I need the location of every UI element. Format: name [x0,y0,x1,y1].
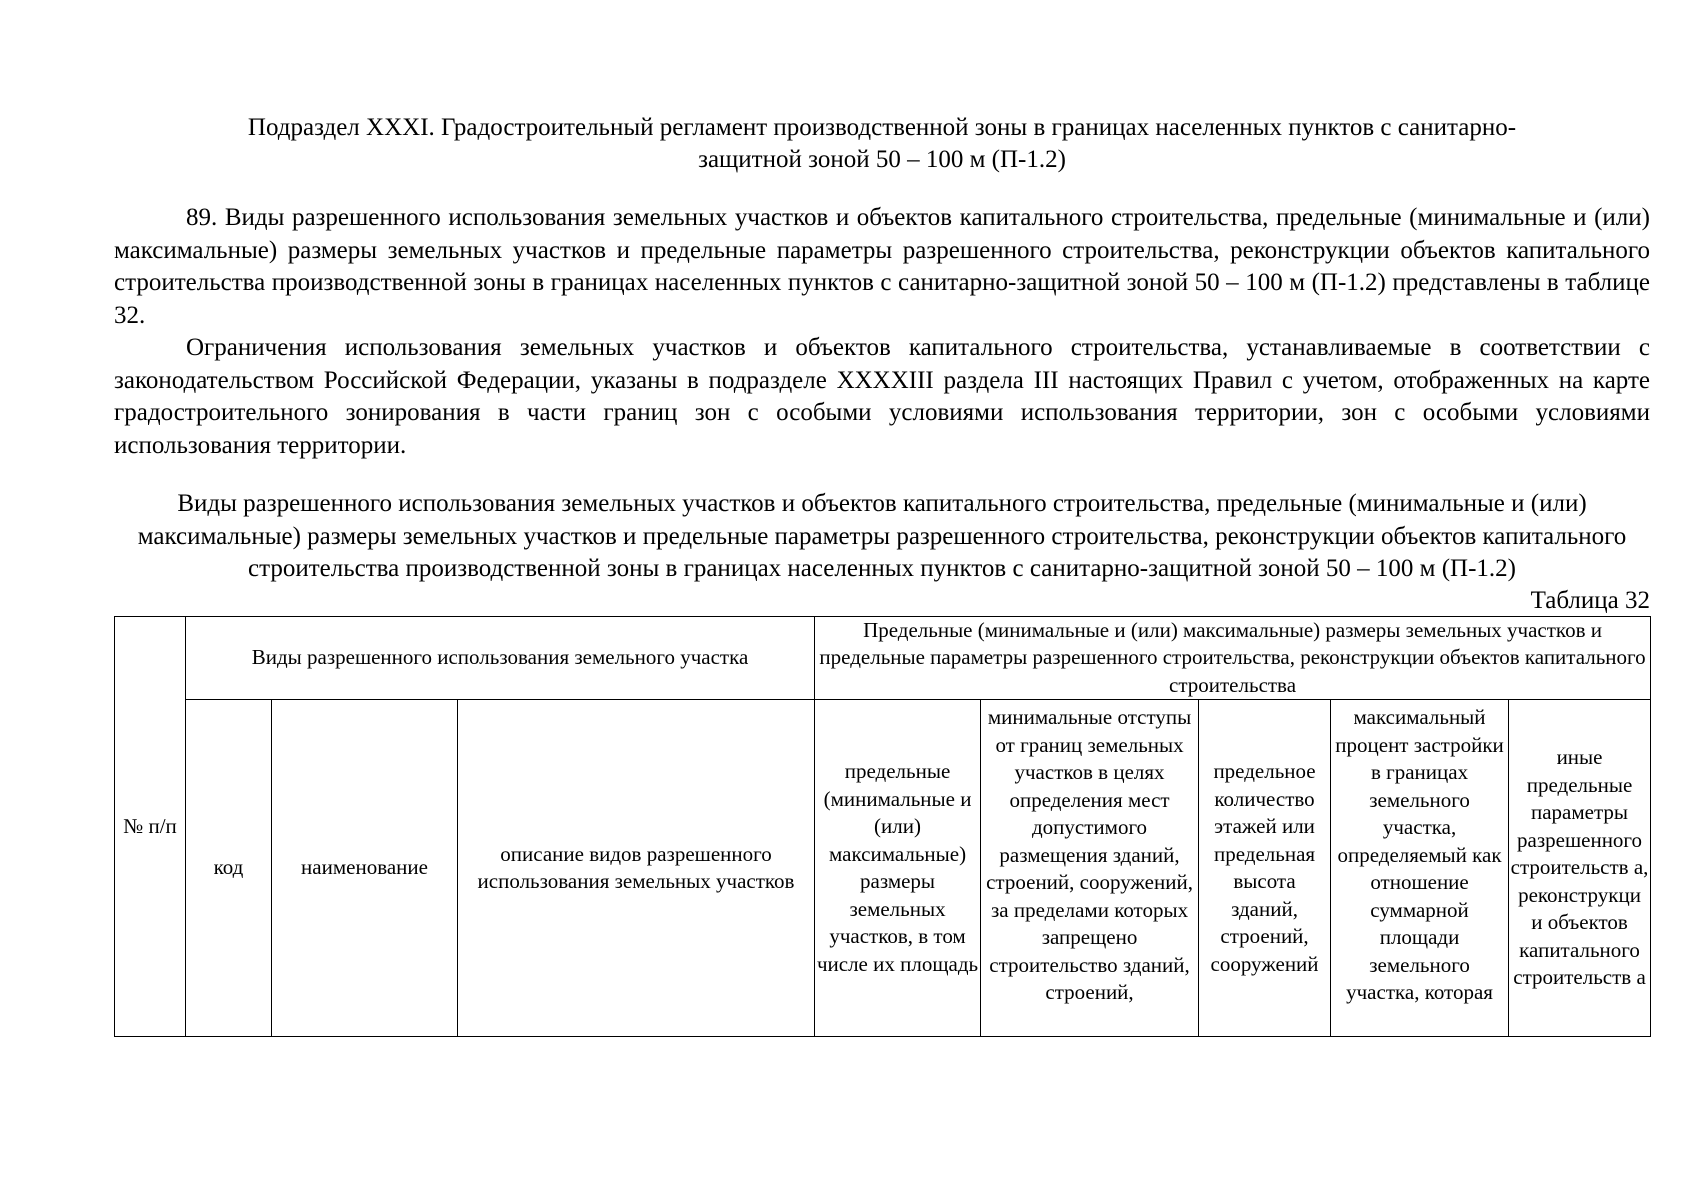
subsection-title-line1: Подраздел XXXI. Градостроительный регламент производственной зоны в границах населенных пунктов с санитарно- [247,114,1517,141]
table-label: Таблица 32 [1530,586,1650,614]
subsection-title [114,112,1650,176]
table-header-row-1 [115,616,1651,700]
header-other: иные предельные параметры разрешенного строительств а, реконструкци и объектов капитального строительств а [1509,700,1651,1037]
paragraph-89: 89. Виды разрешенного использования земельных участков и объектов капитального строительства, предельные (минимальные и (или) максимальные) размеры земельных участков и предельные параметры разрешенного строительства, реконструкции объектов капитального строительства производственной зоны в границах населенных пунктов с санитарно-защитной зоной 50 – 100 м (П-1.2) представлены в таблице 32. [114,204,1650,329]
table-header-row-2 [115,700,1651,1037]
table-caption: Виды разрешенного использования земельных участков и объектов капитального строительства, предельные (минимальные и (или) максимальные) размеры земельных участков и предельные параметры разрешенного строительства, реконструкции объектов капитального строительства производственной зоны в границах населенных пунктов с санитарно-защитной зоной 50 – 100 м (П-1.2) [137,490,1627,582]
header-coverage: максимальный процент застройки в границах земельного участка, определяемый как отношение суммарной площади земельного участка, которая [1331,700,1509,1037]
paragraph-restrictions: Ограничения использования земельных участков и объектов капитального строительства, устанавливаемые в соответствии с законодательством Российской Федерации, указаны в подразделе XXXXIII раздела III настоящих Правил с учетом, отображенных на карте градостроительного зонирования в части границ зон с особыми условиями использования территории, зон с особыми условиями использования территории. [114,334,1650,459]
subsection-title-line2: защитной зоной 50 – 100 м (П-1.2) [698,146,1066,173]
header-group-params: Предельные (минимальные и (или) максимальные) размеры земельных участков и предельные параметры разрешенного строительства, реконструкции объектов капитального строительства [815,616,1651,700]
header-size: предельные (минимальные и (или) максимальные) размеры земельных участков, в том числе их площадь [815,700,981,1037]
regulation-table [114,616,1651,1038]
document-page [114,112,1650,1037]
header-name: наименование [272,700,458,1037]
header-group-uses: Виды разрешенного использования земельного участка [186,616,815,700]
header-description: описание видов разрешенного использования земельных участков [458,700,815,1037]
header-floors: предельное количество этажей или предельная высота зданий, строений, сооружений [1199,700,1331,1037]
header-code: код [186,700,272,1037]
header-setbacks: минимальные отступы от границ земельных участков в целях определения мест допустимого размещения зданий, строений, сооружений, за пределами которых запрещено строительство зданий, строений, [981,700,1199,1037]
header-number: № п/п [115,616,186,1037]
